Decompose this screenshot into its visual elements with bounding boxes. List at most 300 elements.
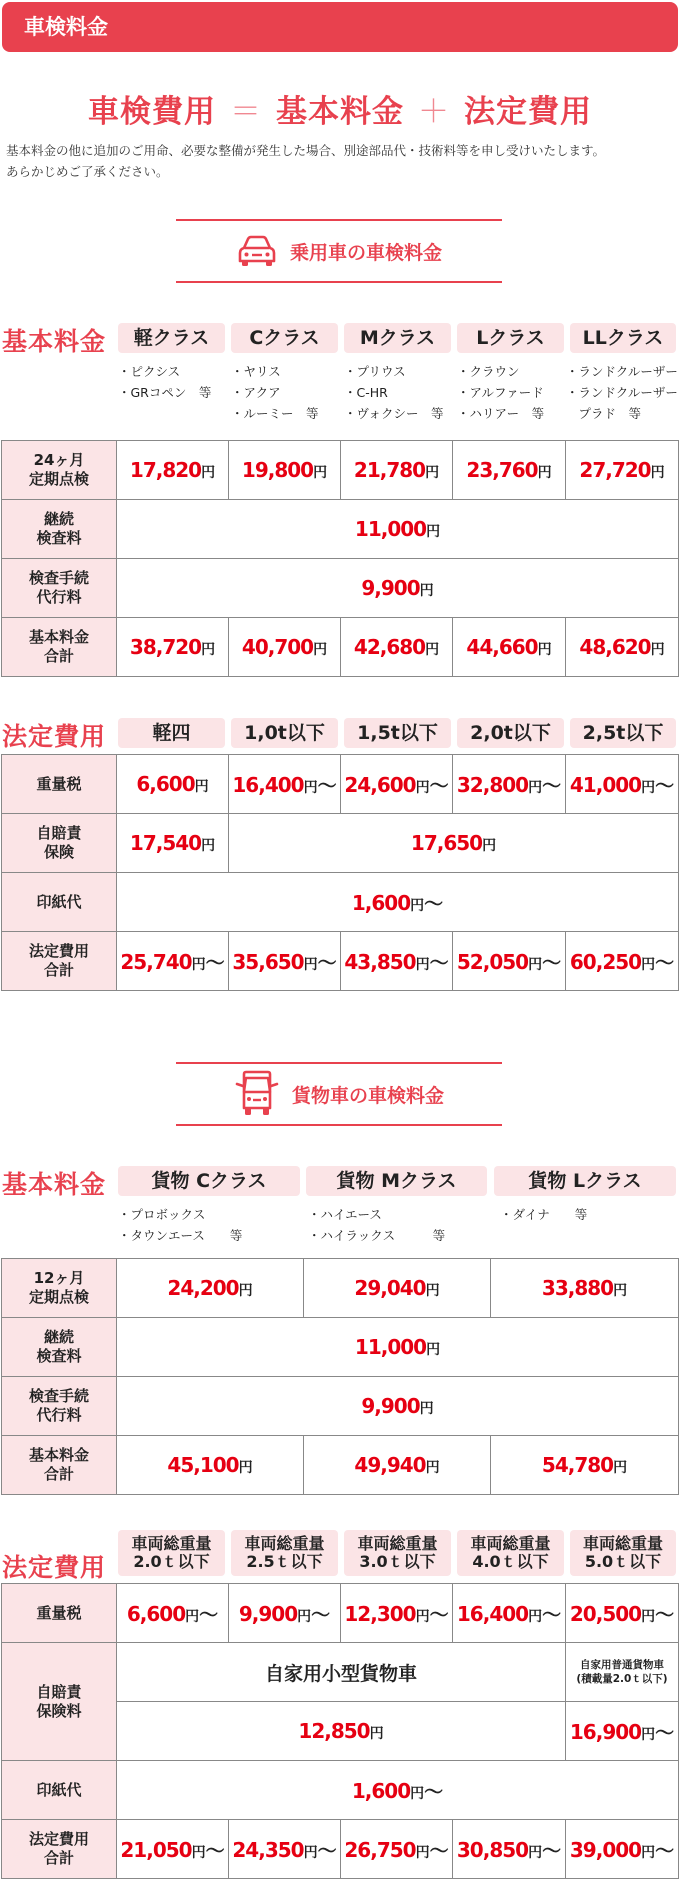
row-header-line: 12ヶ月 [33,1269,85,1287]
model-item: ・ピクシス [118,364,181,379]
price-formula [0,86,680,131]
price-cell [566,618,679,677]
price-value: 40,700 [241,635,314,659]
yen-unit: 円 [313,642,328,658]
price-cell [341,1584,453,1643]
yen-unit: 円 [641,1844,656,1861]
price-value: 21,050 [120,1837,192,1862]
tilde-mark: ～ [199,1603,219,1626]
yen-unit: 円 [426,524,441,540]
formula-plus: ＋ [418,94,450,130]
price-value: 16,400 [456,1601,529,1626]
price-value: 9,900 [238,1601,298,1626]
page-header [2,2,678,52]
tilde-mark: ～ [311,1603,331,1626]
row-header-line: 合計 [43,647,74,665]
yen-unit: 円 [537,465,552,481]
tilde-mark: ～ [542,1839,562,1862]
price-cell [341,441,453,500]
row-header-line: 基本料金 [28,628,89,646]
yen-unit: 円 [201,642,216,658]
yen-unit: 円 [528,1608,543,1625]
tilde-mark: ～ [429,1603,449,1626]
price-value: 16,900 [569,1719,642,1744]
legal-class-header [344,1530,451,1576]
yen-unit: 円 [369,1726,384,1742]
price-cell [453,441,566,500]
price-cell [229,1584,341,1643]
van-front-icon [234,1070,280,1118]
price-value: 35,650 [232,949,304,974]
row-header-daiko [2,1377,117,1436]
table-row [2,1259,679,1318]
passenger-section-heading: 乗用車の車検料金 [289,241,442,264]
table-row [2,932,679,991]
yen-unit: 円 [425,642,440,658]
row-header-inspection [2,1259,117,1318]
notice-line-2: あらかじめご了承ください。 [6,164,169,179]
model-item: ・アクア [231,385,281,400]
row-header-legal-total [2,932,117,991]
yen-unit: 円 [191,956,206,973]
price-cell [229,1820,341,1879]
tilde-mark: ～ [542,774,562,797]
price-value: 17,820 [129,458,202,482]
legal-class-line: 4.0ｔ以下 [472,1552,549,1571]
yen-unit: 円 [650,642,665,658]
row-header-jibaiseki [2,1643,117,1761]
legal-class-header: 2,5t以下 [570,718,676,748]
price-value: 1,600 [351,1778,411,1803]
price-cell [229,814,679,873]
row-header-line: 継続 [43,1328,74,1346]
yen-unit: 円 [641,1608,656,1625]
tilde-mark: ～ [655,1721,675,1744]
price-cell [453,755,566,814]
row-header-line: 定期点検 [28,470,89,488]
model-item: ・ハイラックス 等 [308,1228,446,1243]
yen-unit: 円 [238,1460,253,1476]
row-header-jibaiseki [2,814,117,873]
table-row [2,1436,679,1495]
price-value: 16,400 [232,772,304,797]
price-value: 6,600 [126,1601,186,1626]
model-list-ll [566,361,678,424]
price-value: 48,620 [579,635,651,659]
model-item: ・プリウス [344,364,406,379]
tilde-mark: ～ [542,1603,562,1626]
legal-class-line: 2.5ｔ以下 [246,1552,323,1571]
legal-class-header: 軽四 [118,718,225,748]
notice-text [6,140,676,182]
model-list-c [231,361,341,424]
price-value: 27,720 [579,458,651,482]
price-cell [566,1584,679,1643]
yen-unit: 円 [201,465,216,481]
row-header-stamp: 印紙代 [2,873,117,932]
model-list-kei [118,361,228,403]
yen-unit: 円 [238,1283,253,1299]
yen-unit: 円 [537,642,552,658]
formula-equals: ＝ [230,94,262,130]
row-header-line: 合計 [43,1849,74,1867]
price-value: 52,050 [456,949,529,974]
tilde-mark: ～ [317,951,337,974]
row-header-weight-tax: 重量税 [2,1584,117,1643]
car-front-icon [236,234,278,268]
price-cell [117,814,229,873]
tilde-mark: ～ [655,951,675,974]
price-cell [117,1318,679,1377]
tilde-mark: ～ [205,1839,225,1862]
row-header-daiko [2,559,117,618]
passenger-section-title [176,219,502,283]
row-header-line: 保険 [43,843,74,861]
price-cell [117,1761,679,1820]
formula-base: 基本料金 [276,94,404,130]
tilde-mark: ～ [424,892,444,915]
price-cell [491,1436,679,1495]
yen-unit: 円 [303,956,318,973]
row-header-line: 検査手続 [28,1387,89,1405]
price-value: 9,900 [361,1394,420,1418]
vehicle-type-small: 自家用小型貨物車 [264,1662,417,1685]
price-value: 49,940 [354,1453,426,1477]
model-item: ・GRコペン 等 [118,385,212,400]
price-value: 39,000 [569,1837,642,1862]
legal-class-line: 5.0ｔ以下 [584,1552,662,1571]
class-header-kei: 軽クラス [118,323,225,353]
table-row [2,441,679,500]
price-cell [117,755,229,814]
model-list-m [344,361,456,424]
price-cell [341,755,453,814]
row-header-line: 代行料 [36,1406,82,1424]
price-cell [229,755,341,814]
price-cell [566,755,679,814]
legal-class-line: 2.0ｔ以下 [133,1552,210,1571]
yen-unit: 円 [425,465,440,481]
price-cell [491,1259,679,1318]
legal-class-header: 1,0t以下 [231,718,338,748]
price-cell [117,1702,566,1761]
yen-unit: 円 [613,1460,628,1476]
cargo-legal-label: 法定費用 [2,1553,107,1582]
price-cell [229,932,341,991]
table-row [2,814,679,873]
legal-class-line: 3.0ｔ以下 [359,1552,436,1571]
yen-unit: 円 [419,583,434,599]
price-value: 17,540 [129,831,202,855]
tilde-mark: ～ [655,1839,675,1862]
price-cell [117,559,679,618]
yen-unit: 円 [641,779,656,796]
yen-unit: 円 [201,838,216,854]
yen-unit: 円 [410,1785,425,1802]
price-cell [117,932,229,991]
cargo-base-table [1,1258,679,1495]
legal-class-header [231,1530,338,1576]
model-item: ・ハリアー 等 [457,406,545,421]
price-cell [566,1820,679,1879]
model-item: ・ランドクルーザー [566,364,678,379]
row-header-line: 合計 [43,961,74,979]
price-value: 6,600 [136,772,195,796]
row-header-stamp: 印紙代 [2,1761,117,1820]
row-header-line: 24ヶ月 [33,451,85,469]
row-header-line: 基本料金 [28,1446,89,1464]
price-cell [117,1436,304,1495]
yen-unit: 円 [528,779,543,796]
table-row [2,1377,679,1436]
model-list-cargo-c [118,1204,298,1246]
tilde-mark: ～ [317,1839,337,1862]
passenger-legal-label: 法定費用 [2,722,107,751]
model-item: ・アルファード [457,385,544,400]
yen-unit: 円 [419,1401,434,1417]
price-value: 21,780 [353,458,426,482]
price-value: 24,350 [232,1837,304,1862]
price-cell [229,618,341,677]
legal-class-header [457,1530,564,1576]
table-row [2,1318,679,1377]
yen-unit: 円 [410,897,425,914]
price-cell [341,618,453,677]
yen-unit: 円 [613,1283,628,1299]
vehicle-type-normal-note: (積載量2.0ｔ以下) [576,1673,668,1685]
yen-unit: 円 [641,956,656,973]
legal-class-header: 2,0t以下 [457,718,564,748]
price-value: 24,200 [167,1276,239,1300]
class-header-cargo-l: 貨物 Lクラス [494,1166,676,1196]
class-header-l: Lクラス [457,323,564,353]
price-value: 23,760 [466,458,538,482]
price-cell [304,1259,491,1318]
model-list-l [457,361,567,424]
price-value: 12,300 [344,1601,416,1626]
row-header-line: 自賠責 [36,824,82,842]
table-row [2,618,679,677]
row-header-line: 自賠責 [36,1682,82,1701]
row-header-line: 検査手続 [28,569,89,587]
yen-unit: 円 [415,1844,430,1861]
cargo-legal-table [1,1583,679,1879]
tilde-mark: ～ [424,1780,444,1803]
price-cell [566,1702,679,1761]
yen-unit: 円 [425,1460,440,1476]
row-header-legal-total [2,1820,117,1879]
row-header-line: 継続 [43,510,74,528]
price-value: 11,000 [354,1335,427,1359]
yen-unit: 円 [303,779,318,796]
formula-total: 車検費用 [88,94,216,130]
tilde-mark: ～ [655,1603,675,1626]
price-cell [117,1377,679,1436]
price-value: 25,740 [120,949,192,974]
row-header-line: 検査料 [36,529,82,547]
legal-class-header: 1,5t以下 [344,718,451,748]
vehicle-type-cell [566,1643,679,1702]
table-row [2,755,679,814]
yen-unit: 円 [297,1608,312,1625]
table-row [2,873,679,932]
price-value: 17,650 [410,831,483,855]
model-list-cargo-m [308,1204,488,1246]
yen-unit: 円 [185,1608,200,1625]
legal-class-line: 車両総重量 [131,1534,212,1553]
row-header-line: 検査料 [36,1347,82,1365]
tilde-mark: ～ [429,1839,449,1862]
row-header-line: 法定費用 [28,942,89,960]
price-cell [117,1259,304,1318]
price-value: 9,900 [361,576,420,600]
price-cell [117,500,679,559]
row-header-line: 合計 [43,1465,74,1483]
model-item: ・タウンエース 等 [118,1228,243,1243]
notice-line-1: 基本料金の他に追加のご用命、必要な整備が発生した場合、別途部品代・技術料等を申し受けいたします。 [6,143,606,158]
price-value: 24,600 [344,772,416,797]
yen-unit: 円 [194,779,209,795]
tilde-mark: ～ [317,774,337,797]
model-item: プラド 等 [566,406,642,421]
yen-unit: 円 [426,1342,441,1358]
row-header-total [2,1436,117,1495]
price-cell [453,1820,566,1879]
class-header-cargo-m: 貨物 Mクラス [306,1166,487,1196]
model-item: ・ハイエース [308,1207,382,1222]
price-cell [117,441,229,500]
price-cell [117,618,229,677]
tilde-mark: ～ [429,951,449,974]
model-item: ・プロボックス [118,1207,206,1222]
row-header-line: 定期点検 [28,1288,89,1306]
legal-class-line: 車両総重量 [582,1534,663,1553]
legal-class-line: 車両総重量 [357,1534,438,1553]
row-header-inspection [2,441,117,500]
yen-unit: 円 [415,956,430,973]
price-cell [117,1820,229,1879]
row-header-keizoku [2,1318,117,1377]
model-item: ・ダイナ 等 [500,1207,588,1222]
price-cell [229,441,341,500]
tilde-mark: ～ [655,774,675,797]
legal-class-header [118,1530,225,1576]
price-value: 29,040 [354,1276,426,1300]
price-cell [117,873,679,932]
yen-unit: 円 [482,838,497,854]
price-value: 20,500 [569,1601,642,1626]
yen-unit: 円 [641,1726,656,1743]
row-header-line: 保険料 [36,1701,82,1720]
yen-unit: 円 [415,779,430,796]
table-row [2,1761,679,1820]
table-row [2,1643,679,1702]
tilde-mark: ～ [542,951,562,974]
price-cell [341,1820,453,1879]
price-value: 26,750 [344,1837,416,1862]
yen-unit: 円 [528,956,543,973]
passenger-legal-table [1,754,679,991]
price-value: 54,780 [541,1453,614,1477]
model-item: ・C-HR [344,385,388,400]
class-header-m: Mクラス [344,323,451,353]
price-value: 30,850 [456,1837,529,1862]
model-item: ・ヤリス [231,364,281,379]
price-value: 19,800 [241,458,314,482]
price-cell [453,1584,566,1643]
model-item: ・ヴォクシー 等 [344,406,444,421]
row-header-keizoku [2,500,117,559]
table-row [2,500,679,559]
cargo-section-title [176,1062,502,1126]
model-list-cargo-l [500,1204,670,1225]
table-row [2,1820,679,1879]
class-header-ll: LLクラス [570,323,676,353]
yen-unit: 円 [425,1283,440,1299]
class-header-cargo-c: 貨物 Cクラス [118,1166,300,1196]
yen-unit: 円 [650,465,665,481]
yen-unit: 円 [528,1844,543,1861]
passenger-base-label: 基本料金 [2,327,107,356]
price-value: 42,680 [353,635,426,659]
yen-unit: 円 [303,1844,318,1861]
price-value: 11,000 [354,517,427,541]
model-item: ・ランドクルーザー [566,385,678,400]
formula-legal: 法定費用 [464,94,592,130]
price-cell [304,1436,491,1495]
price-value: 44,660 [466,635,538,659]
price-cell [341,932,453,991]
cargo-section-heading: 貨物車の車検料金 [291,1084,444,1107]
tilde-mark: ～ [429,774,449,797]
tilde-mark: ～ [205,951,225,974]
price-value: 1,600 [351,890,411,915]
page-title: 車検料金 [24,15,108,39]
price-cell [117,1584,229,1643]
vehicle-type-normal: 自家用普通貨物車 [580,1659,664,1671]
price-value: 41,000 [569,772,642,797]
price-value: 38,720 [129,635,202,659]
price-cell [566,932,679,991]
row-header-total [2,618,117,677]
price-cell [566,441,679,500]
legal-class-header [570,1530,676,1576]
table-row [2,1584,679,1643]
price-value: 60,250 [569,949,642,974]
price-value: 43,850 [344,949,416,974]
row-header-line: 法定費用 [28,1830,89,1848]
price-value: 45,100 [167,1453,239,1477]
passenger-base-table [1,440,679,677]
price-value: 33,880 [541,1276,614,1300]
class-header-c: Cクラス [231,323,338,353]
price-cell [453,932,566,991]
row-header-line: 代行料 [36,588,82,606]
row-header-weight-tax: 重量税 [2,755,117,814]
yen-unit: 円 [313,465,328,481]
price-value: 12,850 [298,1719,370,1743]
model-item: ・ルーミー 等 [231,406,319,421]
yen-unit: 円 [191,1844,206,1861]
cargo-base-label: 基本料金 [2,1170,107,1199]
legal-class-line: 車両総重量 [470,1534,551,1553]
legal-class-line: 車両総重量 [244,1534,325,1553]
price-cell [453,618,566,677]
table-row [2,559,679,618]
model-item: ・クラウン [457,364,520,379]
price-value: 32,800 [456,772,529,797]
yen-unit: 円 [415,1608,430,1625]
